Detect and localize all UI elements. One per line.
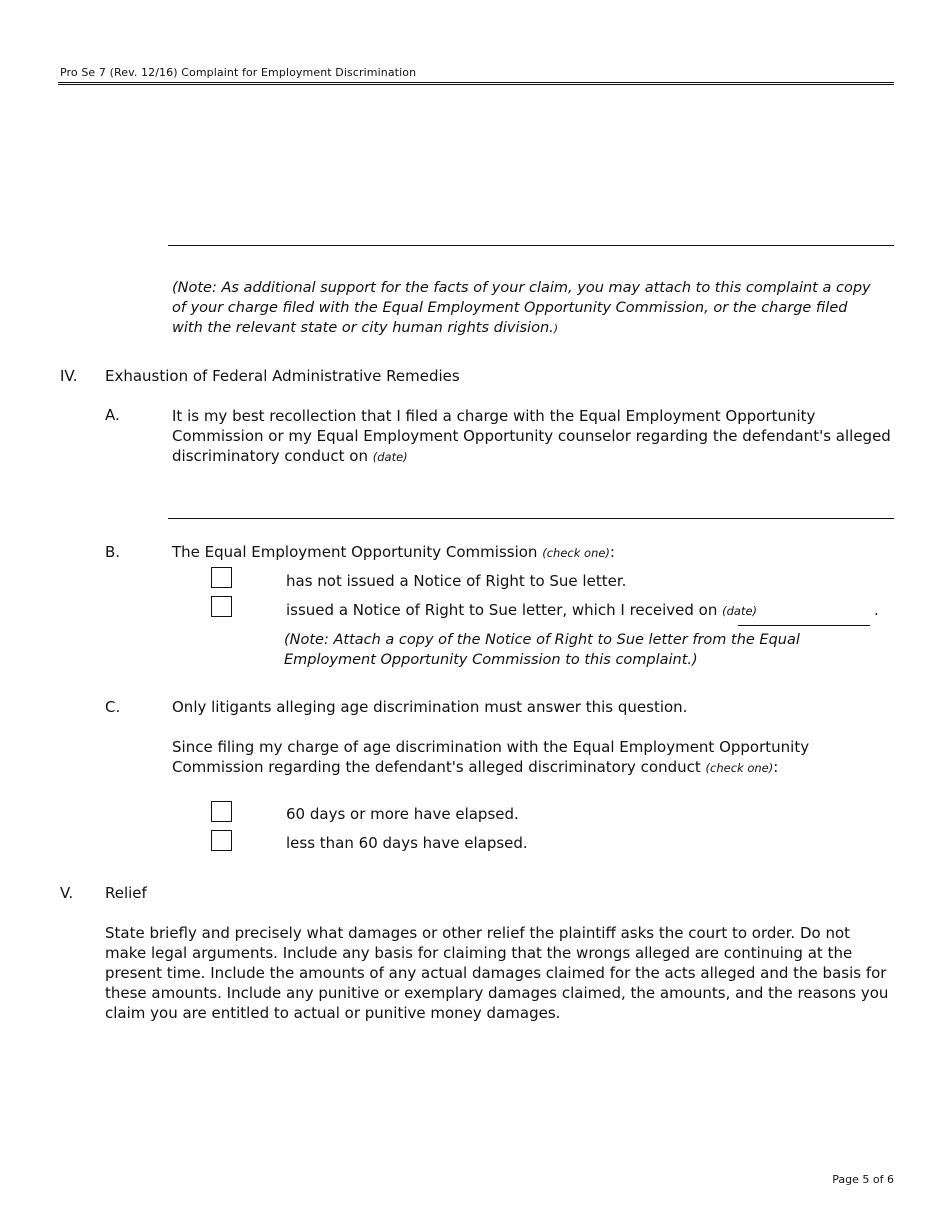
section-v-title: Relief (105, 884, 147, 902)
facts-note: (Note: As additional support for the facts of your claim, you may attach to this complaint a copy of your charge filed with the Equal Employment Opportunity Commission, or the charge filed with the relevant state or city human rights division.) (172, 280, 871, 336)
sixty-days-elapsed-label: 60 days or more have elapsed. (286, 805, 519, 823)
item-b-text: The Equal Employment Opportunity Commission (check one): (172, 543, 615, 561)
right-to-sue-issued-label: issued a Notice of Right to Sue letter, which I received on (date) (286, 601, 758, 619)
less-than-sixty-days-checkbox[interactable] (211, 830, 232, 851)
item-a-text: It is my best recollection that I filed a charge with the Equal Employment Opportunity Commission or my Equal Employment Opportunity counselor regarding the defendant's alleged discriminatory conduct on (date) (172, 407, 891, 465)
page-number: Page 5 of 6 (832, 1173, 894, 1186)
right-to-sue-date-line[interactable] (738, 625, 870, 626)
section-iv-title: Exhaustion of Federal Administrative Remedies (105, 367, 460, 385)
right-to-sue-issued-checkbox[interactable] (211, 596, 232, 617)
item-c-letter: C. (105, 698, 121, 716)
form-header-title: Pro Se 7 (Rev. 12/16) Complaint for Employment Discrimination (60, 66, 417, 79)
less-than-sixty-days-label: less than 60 days have elapsed. (286, 834, 528, 852)
relief-instructions: State briefly and precisely what damages or other relief the plaintiff asks the court to order. Do not make legal arguments. Include any basis for claiming that the wrongs alleged are continuing at the present time. Include the amounts of any actual damages claimed for the acts alleged and the basis for these amounts. Include any punitive or exemplary damages claimed, the amounts, and the reasons you claim you are entitled to actual or punitive money damages. (105, 924, 889, 1022)
eeoc-charge-date-line[interactable] (168, 518, 894, 519)
sixty-days-elapsed-checkbox[interactable] (211, 801, 232, 822)
item-c-text2: Since filing my charge of age discrimination with the Equal Employment Opportunity Commission regarding the defendant's alleged discriminatory conduct (check one): (172, 738, 810, 776)
section-v-number: V. (60, 884, 74, 902)
right-to-sue-period: . (874, 601, 879, 619)
item-c-text: Only litigants alleging age discrimination must answer this question. (172, 698, 688, 716)
item-b-letter: B. (105, 543, 121, 561)
right-to-sue-note: (Note: Attach a copy of the Notice of Right to Sue letter from the Equal Employment Opportunity Commission to this complaint.) (284, 632, 800, 668)
no-right-to-sue-label: has not issued a Notice of Right to Sue letter. (286, 572, 627, 590)
header-divider (58, 82, 894, 85)
item-a-letter: A. (105, 406, 120, 424)
facts-answer-line[interactable] (168, 245, 894, 246)
no-right-to-sue-checkbox[interactable] (211, 567, 232, 588)
section-iv-number: IV. (60, 367, 78, 385)
